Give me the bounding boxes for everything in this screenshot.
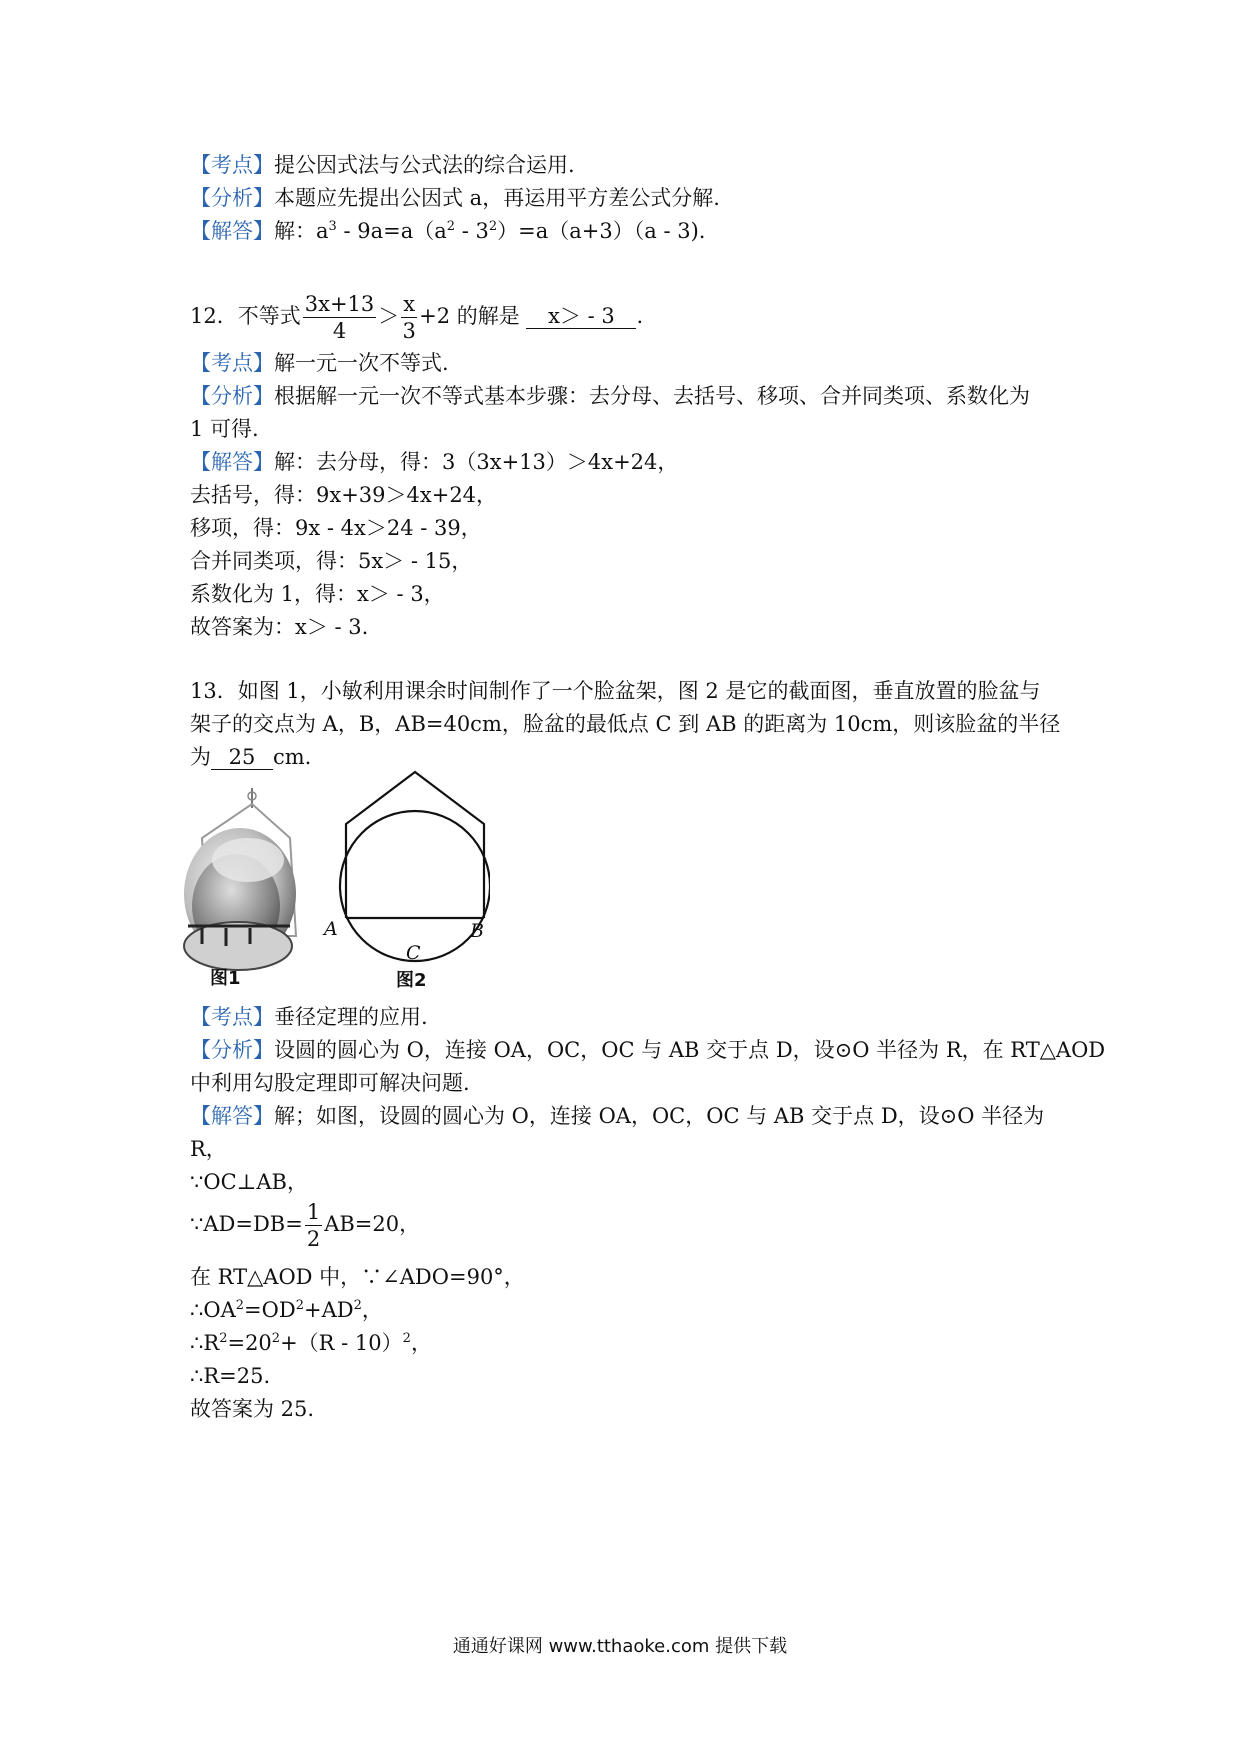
fenxi-line-3 <box>190 1035 1105 1065</box>
solution-step: $\therefore R^2=20^2+(R - 10)^2$， <box>190 1331 432 1355</box>
label-b: B <box>470 920 484 942</box>
step-line: 系数化为 1，得：x＞ - 3， <box>190 582 445 606</box>
jieda-text-2: R， <box>190 1137 227 1161</box>
kaodian-tag: 【考点】 <box>190 351 274 375</box>
fenxi-text-2: 1 可得. <box>190 417 259 441</box>
fenxi-tag: 【分析】 <box>190 384 274 408</box>
fraction-half: $\frac{1}{2}$ <box>306 1200 321 1251</box>
question-13-line-3: 为 25 cm. <box>190 745 312 769</box>
figure-2 <box>324 768 490 998</box>
fenxi-text: 本题应先提出公因式 a，再运用平方差公式分解. <box>274 186 720 210</box>
step-line: 合并同类项，得：5x＞ - 15， <box>190 549 473 573</box>
fraction-1: $\frac{3x+13}{4}$ <box>304 292 375 343</box>
jieda-line-2 <box>190 447 678 477</box>
jieda-line-1 <box>190 216 705 246</box>
jieda-line-3 <box>190 1101 1044 1131</box>
kaodian-tag: 【考点】 <box>190 153 274 177</box>
solution-step: ∵OC⊥AB， <box>190 1170 308 1194</box>
jieda-text: 解：$a^3 - 9a=a(a^2 - 3^2)=a(a+3)(a - 3)$. <box>274 219 706 243</box>
pentagon-frame <box>346 772 484 918</box>
kaodian-text: 垂径定理的应用. <box>274 1005 428 1029</box>
step-line: 故答案为：x＞ - 3. <box>190 615 369 639</box>
fenxi-text-2: 中利用勾股定理即可解决问题. <box>190 1071 470 1095</box>
jieda-text: 解；如图，设圆的圆心为 O，连接 OA，OC，OC 与 AB 交于点 D，设⊙O 半径为 <box>274 1104 1045 1128</box>
kaodian-text: 解一元一次不等式. <box>274 351 449 375</box>
kaodian-text: 提公因式法与公式法的综合运用. <box>274 153 575 177</box>
basin-circle <box>340 811 490 961</box>
answer-blank-12: x＞ - 3 <box>526 304 636 329</box>
fenxi-text: 根据解一元一次不等式基本步骤：去分母、去括号、移项、合并同类项、系数化为 <box>274 384 1030 408</box>
question-13-line-2: 架子的交点为 A，B，AB=40cm，脸盆的最低点 C 到 AB 的距离为 10cm，则该脸盆的半径 <box>190 712 1061 736</box>
solution-step: ∴R=25. <box>190 1364 271 1388</box>
footer-watermark: 通通好课网 www.tthaoke.com 提供下载 <box>452 1636 788 1657</box>
washbasin-photo <box>180 786 310 996</box>
fraction-2: $\frac{x}{3}$ <box>402 292 416 343</box>
solution-step: ∵AD=DB= $\frac{1}{2}$ AB=20， <box>190 1200 421 1251</box>
solution-step: 故答案为 25. <box>190 1397 315 1421</box>
question-13-line-1: 13．如图 1，小敏利用课余时间制作了一个脸盆架，图 2 是它的截面图，垂直放置的脸盆与 <box>190 679 1041 703</box>
solution-step: $\therefore OA^2=OD^2+AD^2$， <box>190 1298 383 1322</box>
figure-1 <box>180 786 310 996</box>
kaodian-line-2 <box>190 348 449 378</box>
answer-blank-13: 25 <box>211 745 273 770</box>
solution-step: 在 RT△AOD 中，∵∠ADO=90°， <box>190 1265 525 1289</box>
kaodian-line-1 <box>190 150 575 180</box>
fenxi-line-2 <box>190 381 1030 411</box>
jieda-tag: 【解答】 <box>190 219 274 243</box>
fenxi-line-1 <box>190 183 720 213</box>
step-line: 去括号，得：9x+39＞4x+24， <box>190 483 498 507</box>
figure-2-caption: 图2 <box>396 970 427 991</box>
fenxi-tag: 【分析】 <box>190 1038 274 1062</box>
fenxi-tag: 【分析】 <box>190 186 274 210</box>
jieda-tag: 【解答】 <box>190 450 274 474</box>
step-line: 移项，得：9x - 4x＞24 - 39， <box>190 516 482 540</box>
label-a: A <box>324 918 338 940</box>
jieda-tag: 【解答】 <box>190 1104 274 1128</box>
kaodian-tag: 【考点】 <box>190 1005 274 1029</box>
kaodian-line-3 <box>190 1002 428 1032</box>
figure-1-caption: 图1 <box>210 968 241 989</box>
question-12: 12．不等式 $\frac{3x+13}{4}$ ＞ $\frac{x}{3}$ +2 的解是 x＞ - 3 . <box>190 292 644 343</box>
jieda-text: 解：去分母，得：3（3x+13）＞4x+24， <box>274 450 679 474</box>
fenxi-text: 设圆的圆心为 O，连接 OA，OC，OC 与 AB 交于点 D，设⊙O 半径为 R，在 RT△AOD <box>274 1038 1106 1062</box>
label-c: C <box>406 942 421 964</box>
